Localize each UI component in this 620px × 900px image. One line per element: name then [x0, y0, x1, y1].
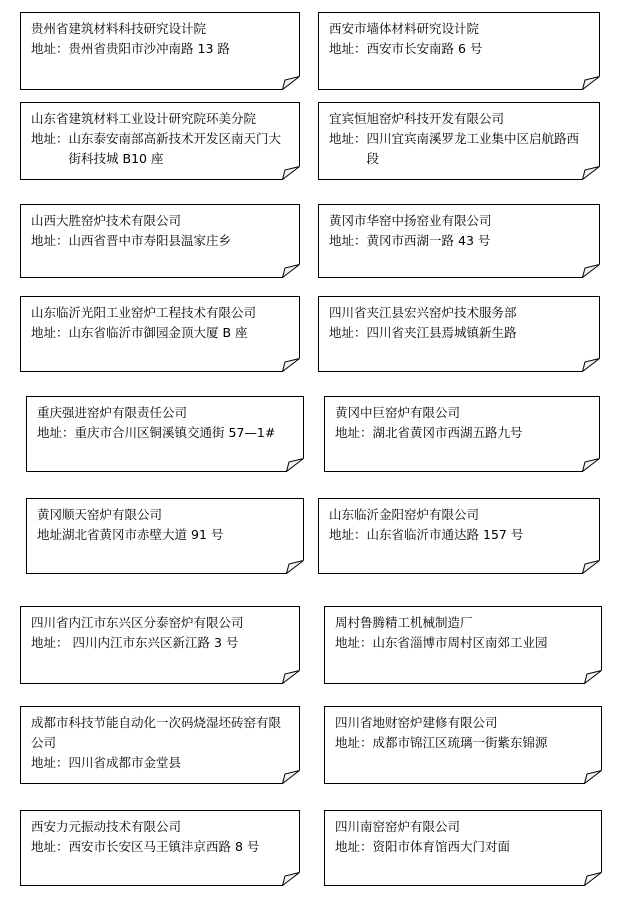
address-label: 地址：	[335, 425, 373, 440]
address-label: 地址：	[335, 839, 373, 854]
company-name: 山西大胜窑炉技术有限公司	[31, 213, 182, 228]
supplier-card	[318, 12, 600, 90]
company-name: 重庆强进窑炉有限责任公司	[37, 405, 188, 420]
address-value: 山东省淄博市周村区南郊工业园	[372, 635, 548, 650]
address-value: 四川内江市东兴区新江路 3 号	[72, 635, 239, 650]
supplier-card	[324, 606, 602, 684]
address-row	[329, 323, 591, 343]
folded-corner-icon	[582, 76, 600, 90]
folded-corner-icon	[282, 358, 300, 372]
address-row	[31, 837, 291, 857]
address-row	[329, 525, 591, 545]
company-name: 四川省内江市东兴区分泰窑炉有限公司	[31, 615, 244, 630]
address-row	[31, 633, 291, 653]
address-row	[37, 423, 295, 443]
company-name: 西安市墙体材料研究设计院	[329, 21, 480, 36]
folded-corner-icon	[584, 872, 602, 886]
address-row	[335, 423, 591, 443]
folded-corner-icon	[582, 358, 600, 372]
address-label: 地址：	[31, 41, 69, 56]
folded-corner-icon	[282, 872, 300, 886]
supplier-card	[324, 706, 602, 784]
address-label: 地址：	[37, 425, 75, 440]
address-value: 成都市锦江区琉璃一街紫东锦源	[372, 735, 548, 750]
address-label: 地址：	[31, 325, 69, 340]
supplier-card	[318, 498, 600, 574]
company-name: 山东省建筑材料工业设计研究院环美分院	[31, 111, 257, 126]
supplier-card	[20, 606, 300, 684]
address-label: 地址：	[335, 635, 373, 650]
address-row	[335, 837, 593, 857]
company-name: 四川省地财窑炉建修有限公司	[335, 715, 498, 730]
company-name: 四川南窑窑炉有限公司	[335, 819, 461, 834]
company-name: 贵州省建筑材料科技研究设计院	[31, 21, 207, 36]
supplier-card	[318, 204, 600, 278]
folded-corner-icon	[282, 670, 300, 684]
address-label: 地址：	[31, 635, 69, 650]
address-value: 山东省临沂市通达路 157 号	[366, 527, 524, 542]
supplier-card	[20, 12, 300, 90]
supplier-card	[318, 296, 600, 372]
folded-corner-icon	[286, 560, 304, 574]
address-label: 地址：	[31, 131, 69, 146]
folded-corner-icon	[282, 76, 300, 90]
address-value: 黄冈市西湖一路 43 号	[366, 233, 491, 248]
folded-corner-icon	[582, 560, 600, 574]
folded-corner-icon	[582, 458, 600, 472]
address-value: 西安市长安区马王镇沣京西路 8 号	[68, 839, 260, 854]
folded-corner-icon	[282, 166, 300, 180]
address-label: 地址：	[329, 131, 367, 146]
address-row	[329, 39, 591, 59]
address-row	[335, 733, 593, 753]
address-row	[31, 323, 291, 343]
address-row	[31, 231, 291, 251]
supplier-card	[20, 102, 300, 180]
supplier-card	[20, 810, 300, 886]
supplier-card	[324, 810, 602, 886]
company-name: 黄冈中巨窑炉有限公司	[335, 405, 461, 420]
address-row	[31, 39, 291, 59]
address-value: 湖北省黄冈市西湖五路九号	[372, 425, 523, 440]
address-label: 地址：	[31, 233, 69, 248]
address-label: 地址：	[31, 755, 69, 770]
address-row	[37, 525, 295, 545]
folded-corner-icon	[582, 264, 600, 278]
supplier-card	[318, 102, 600, 180]
supplier-card	[20, 204, 300, 278]
folded-corner-icon	[582, 166, 600, 180]
company-name: 山东临沂金阳窑炉有限公司	[329, 507, 480, 522]
address-row	[31, 753, 291, 773]
folded-corner-icon	[282, 264, 300, 278]
address-label: 地址：	[329, 41, 367, 56]
company-name: 黄冈顺天窑炉有限公司	[37, 507, 163, 522]
address-value: 西安市长安南路 6 号	[366, 41, 483, 56]
company-name: 周村鲁腾精工机械制造厂	[335, 615, 473, 630]
address-value: 四川省成都市金堂县	[68, 755, 182, 770]
company-name: 山东临沂光阳工业窑炉工程技术有限公司	[31, 305, 257, 320]
address-label: 地址：	[329, 233, 367, 248]
address-value: 贵州省贵阳市沙冲南路 13 路	[68, 41, 230, 56]
address-row	[329, 129, 591, 169]
folded-corner-icon	[584, 770, 602, 784]
address-value: 湖北省黄冈市赤壁大道 91 号	[62, 527, 224, 542]
address-row	[31, 129, 291, 169]
company-name: 成都市科技节能自动化一次码烧湿坯砖窑有限公司	[31, 715, 282, 750]
address-label: 地址	[37, 527, 63, 542]
address-value: 山东泰安南部高新技术开发区南天门大街科技城 B10 座	[68, 131, 282, 166]
address-label: 地址：	[329, 527, 367, 542]
supplier-card	[20, 706, 300, 784]
folded-corner-icon	[286, 458, 304, 472]
company-name: 西安力元振动技术有限公司	[31, 819, 182, 834]
folded-corner-icon	[282, 770, 300, 784]
address-value: 四川宜宾南溪罗龙工业集中区启航路西段	[366, 131, 580, 166]
address-row	[335, 633, 593, 653]
supplier-card	[324, 396, 600, 472]
address-label: 地址：	[329, 325, 367, 340]
address-label: 地址：	[335, 735, 373, 750]
address-label: 地址：	[31, 839, 69, 854]
company-name: 宜宾恒旭窑炉科技开发有限公司	[329, 111, 505, 126]
address-value: 资阳市体育馆西大门对面	[372, 839, 511, 854]
supplier-card	[20, 296, 300, 372]
address-row	[329, 231, 591, 251]
address-value: 重庆市合川区铜溪镇交通街 57—1#	[74, 425, 276, 440]
address-value: 山东省临沂市御园金顶大厦 B 座	[68, 325, 248, 340]
supplier-card	[26, 498, 304, 574]
address-value: 山西省晋中市寿阳县温家庄乡	[68, 233, 232, 248]
address-value: 四川省夹江县焉城镇新生路	[366, 325, 517, 340]
company-name: 四川省夹江县宏兴窑炉技术服务部	[329, 305, 517, 320]
supplier-card	[26, 396, 304, 472]
company-name: 黄冈市华窑中扬窑业有限公司	[329, 213, 492, 228]
folded-corner-icon	[584, 670, 602, 684]
